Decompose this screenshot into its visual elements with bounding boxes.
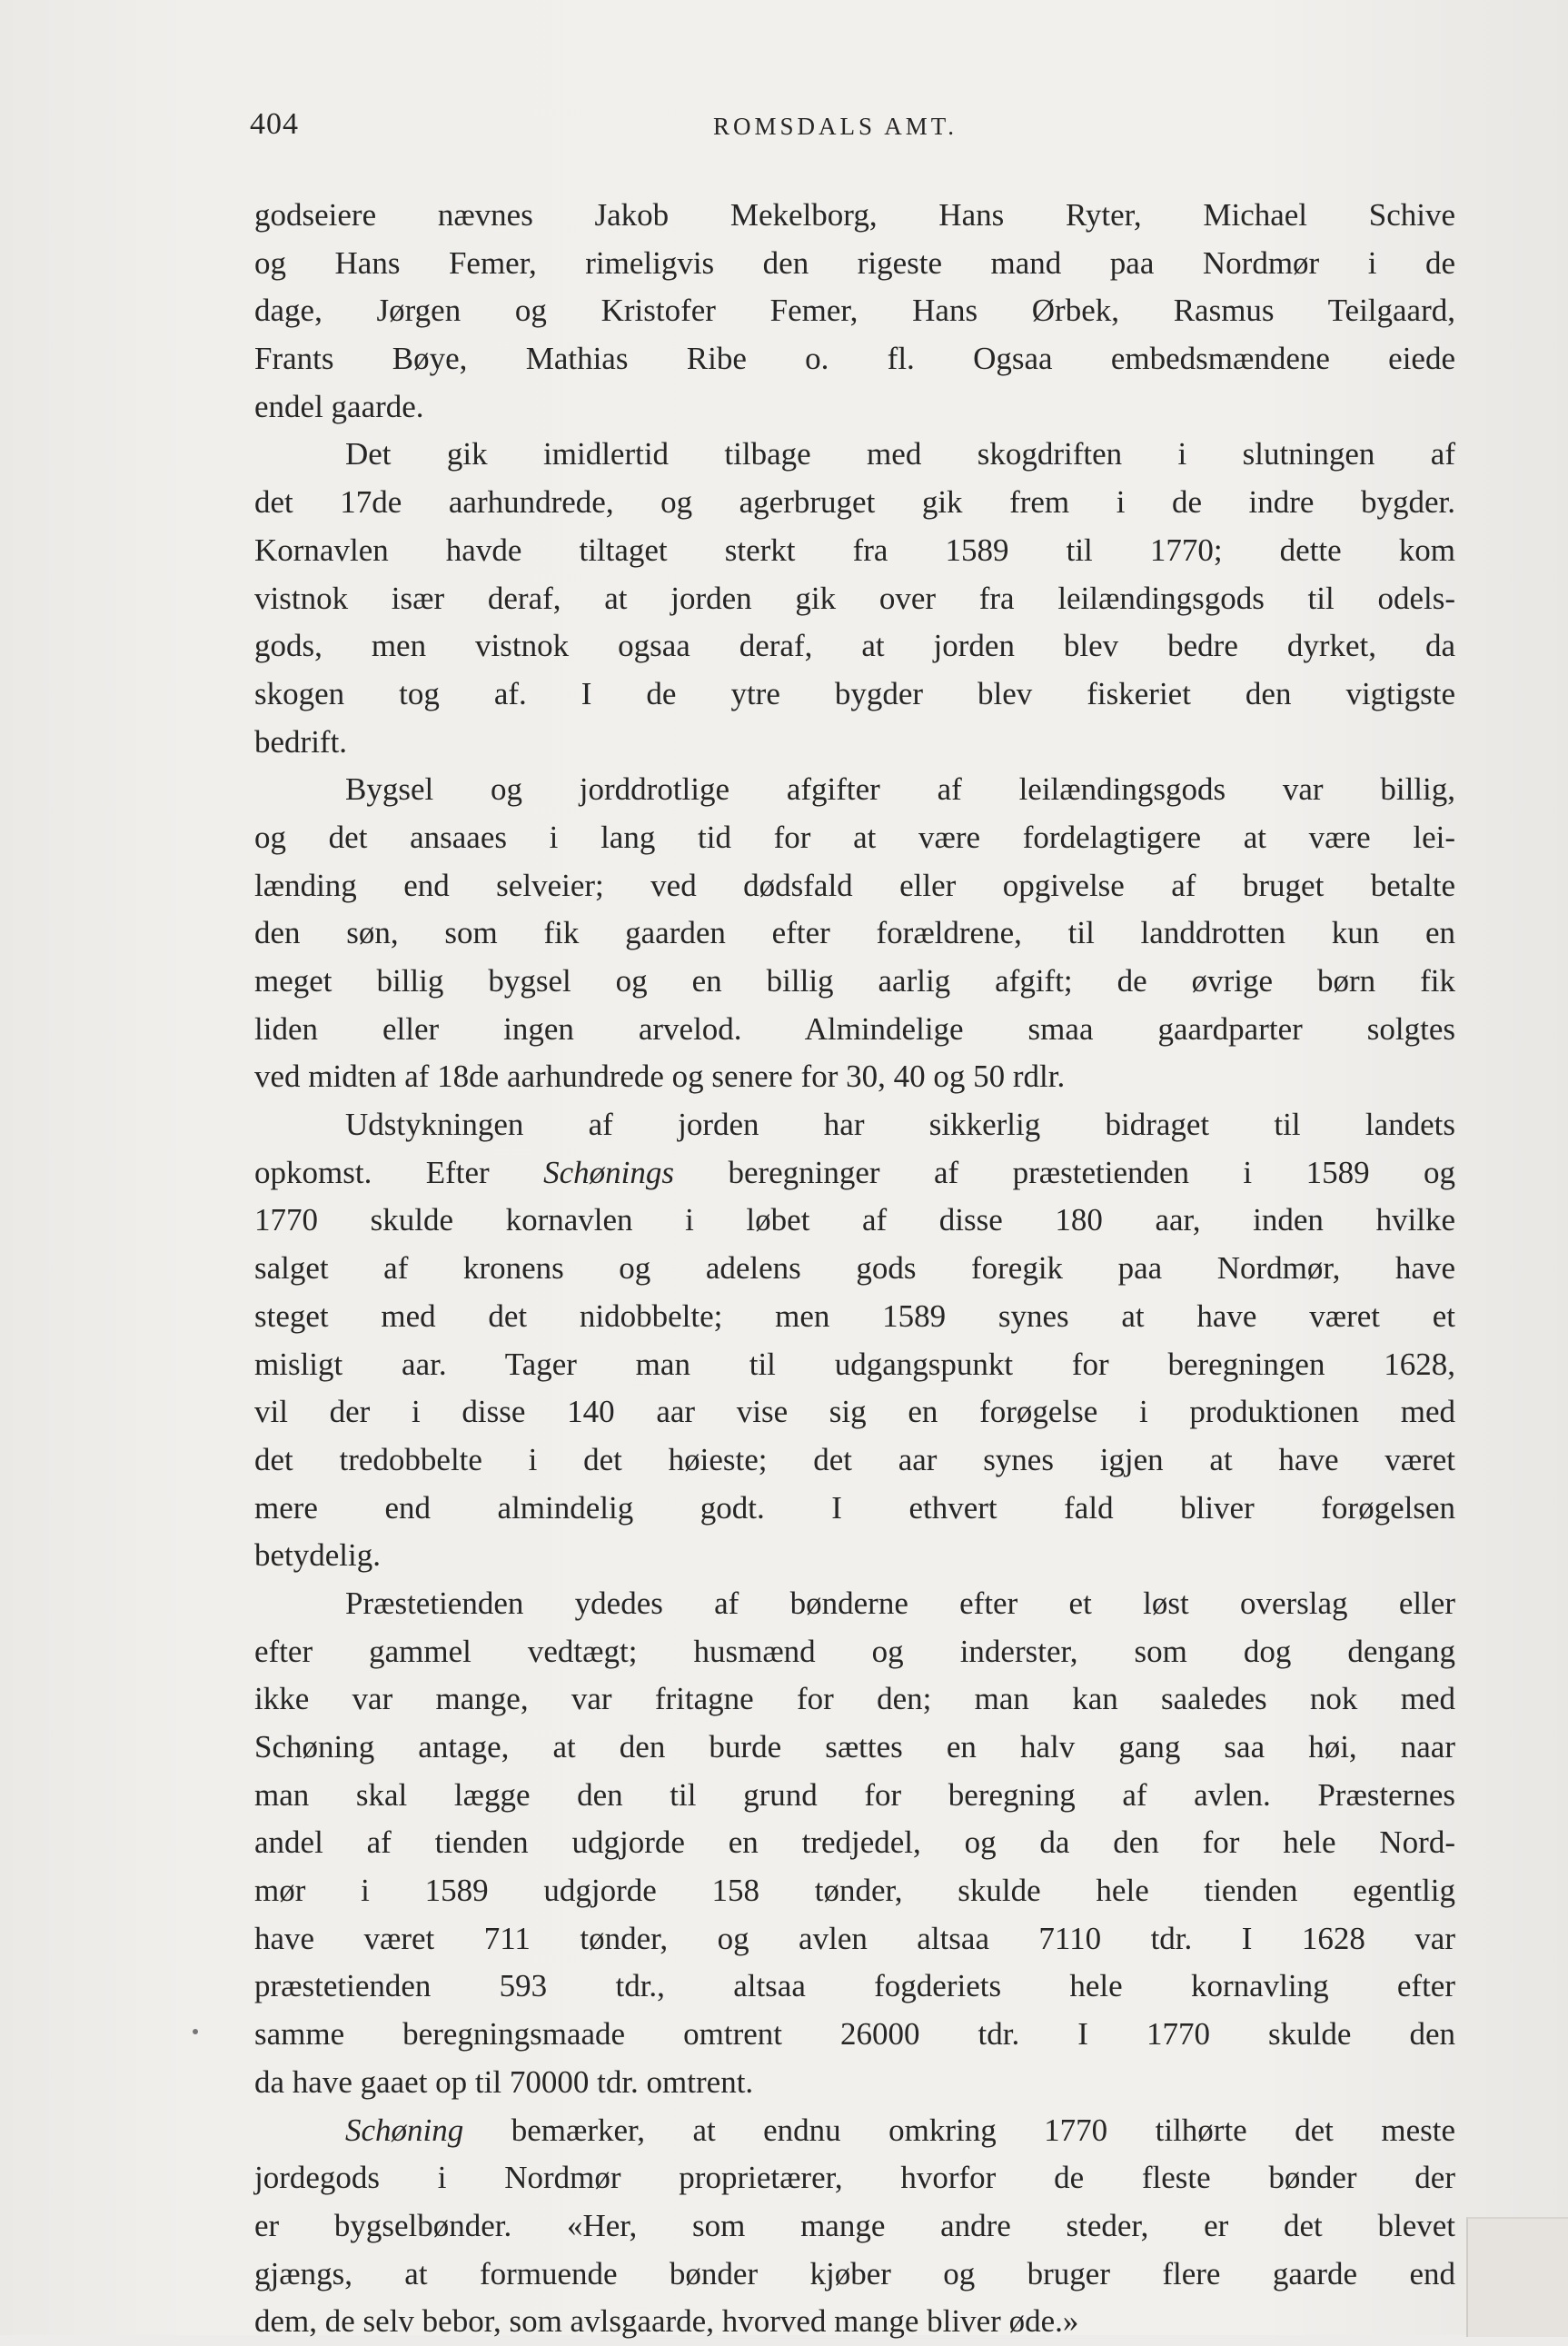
running-title: ROMSDALS AMT. <box>713 113 958 140</box>
text-line: vistnok især deraf, at jorden gik over fra leilændingsgods til odels- <box>254 580 1455 616</box>
text-line: ved midten af 18de aarhundrede og senere for 30, 40 og 50 rdlr. <box>254 1059 1066 1095</box>
text-line: jordegods i Nordmør proprietærer, hvorfor de fleste bønder der <box>254 2160 1455 2196</box>
paragraph-first-line: Udstykningen af jorden har sikkerlig bidraget til landets <box>345 1107 1455 1143</box>
text-line: gods, men vistnok ogsaa deraf, at jorden blev bedre dyrket, da <box>254 628 1455 664</box>
text-line: det tredobbelte i det høieste; det aar synes igjen at have været <box>254 1441 1455 1477</box>
text-line: have været 711 tønder, og avlen altsaa 7110 tdr. I 1628 var <box>254 1920 1455 1956</box>
text-line: andel af tienden udgjorde en tredjedel, og da den for hele Nord- <box>254 1824 1455 1861</box>
text-line: steget med det nidobbelte; men 1589 synes at have været et <box>254 1297 1455 1334</box>
text-line: mør i 1589 udgjorde 158 tønder, skulde hele tienden egentlig <box>254 1873 1455 1909</box>
text-line: vil der i disse 140 aar vise sig en forøgelse i produktionen med <box>254 1394 1455 1430</box>
text-run: opkomst. Efter <box>254 1154 544 1190</box>
paragraph-first-line: Bygsel og jorddrotlige afgifter af leilændingsgods var billig, <box>345 771 1455 808</box>
text-line: man skal lægge den til grund for beregning af avlen. Præsternes <box>254 1776 1455 1813</box>
text-line: gjængs, at formuende bønder kjøber og bruger flere gaarde end <box>254 2255 1455 2291</box>
running-head <box>250 107 1472 162</box>
text-line: lænding end selveier; ved dødsfald eller opgivelse af bruget betalte <box>254 867 1455 903</box>
text-line <box>254 1149 1455 1198</box>
text-line: bedrift. <box>254 723 348 760</box>
author-name-italic: Schønings <box>543 1154 675 1190</box>
text-line: meget billig bygsel og en billig aarlig afgift; de øvrige børn fik <box>254 963 1455 999</box>
text-line: Kornavlen havde tiltaget sterkt fra 1589 til 1770; dette kom <box>254 532 1455 568</box>
paragraph-first-line: Præstetienden ydedes af bønderne efter et løst overslag eller <box>345 1585 1455 1621</box>
text-line: liden eller ingen arvelod. Almindelige smaa gaardparter solgtes <box>254 1010 1455 1047</box>
text-line: 1770 skulde kornavlen i løbet af disse 180 aar, inden hvilke <box>254 1202 1455 1238</box>
text-line: præstetienden 593 tdr., altsaa fogderiets hele kornavling efter <box>254 1968 1455 2004</box>
text-line: da have gaaet op til 70000 tdr. omtrent. <box>254 2063 754 2100</box>
text-line: skogen tog af. I de ytre bygder blev fiskeriet den vigtigste <box>254 675 1455 711</box>
text-line: Frants Bøye, Mathias Ribe o. fl. Ogsaa embedsmændene eiede <box>254 341 1455 377</box>
body-text <box>254 192 1455 2346</box>
page-edge <box>1466 2217 1568 2337</box>
page-number: 404 <box>250 107 299 141</box>
text-run: bemærker, at endnu omkring 1770 tilhørte det meste <box>463 2112 1455 2148</box>
text-line: misligt aar. Tager man til udgangspunkt for beregningen 1628, <box>254 1346 1455 1382</box>
text-line: ikke var mange, var fritagne for den; man kan saaledes nok med <box>254 1681 1455 1717</box>
paragraph-first-line: Det gik imidlertid tilbage med skogdriften i slutningen af <box>345 436 1455 472</box>
text-line: det 17de aarhundrede, og agerbruget gik frem i de indre bygder. <box>254 484 1455 521</box>
text-line: samme beregningsmaade omtrent 26000 tdr. I 1770 skulde den <box>254 2016 1455 2053</box>
text-line: dem, de selv bebor, som avlsgaarde, hvorved mange bliver øde.» <box>254 2303 1079 2340</box>
text-line: Schøning antage, at den burde sættes en halv gang saa høi, naar <box>254 1729 1455 1764</box>
margin-mark <box>193 2029 198 2034</box>
paragraph-first-line <box>254 2107 1455 2155</box>
text-line: og det ansaaes i lang tid for at være fordelagtigere at være lei- <box>254 819 1455 855</box>
text-line: dage, Jørgen og Kristofer Femer, Hans Ørbek, Rasmus Teilgaard, <box>254 293 1455 329</box>
text-line: efter gammel vedtægt; husmænd og inderster, som dog dengang <box>254 1633 1455 1669</box>
text-line: godseiere nævnes Jakob Mekelborg, Hans Ryter, Michael Schive <box>254 197 1455 233</box>
text-line: mere end almindelig godt. I ethvert fald bliver forøgelsen <box>254 1489 1455 1526</box>
text-run: beregninger af præstetienden i 1589 og <box>674 1154 1455 1190</box>
text-line: endel gaarde. <box>254 388 424 424</box>
text-line: salget af kronens og adelens gods foregik paa Nordmør, have <box>254 1250 1455 1287</box>
text-line: den søn, som fik gaarden efter forældrene, til landdrotten kun en <box>254 915 1455 951</box>
text-line: er bygselbønder. «Her, som mange andre steder, er det blevet <box>254 2207 1455 2243</box>
text-line: og Hans Femer, rimeligvis den rigeste mand paa Nordmør i de <box>254 244 1455 281</box>
text-line: betydelig. <box>254 1537 381 1574</box>
author-name-italic: Schøning <box>345 2112 464 2148</box>
